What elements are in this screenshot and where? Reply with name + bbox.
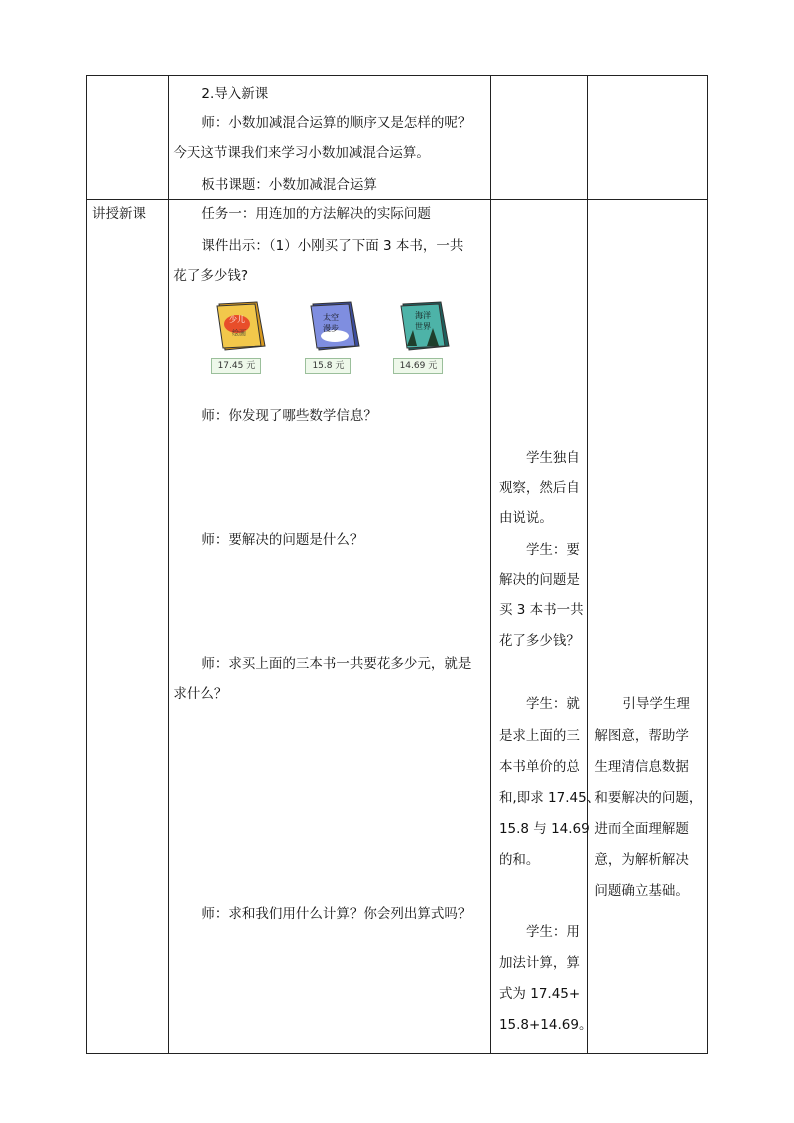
student-text: 学生：就 [525, 696, 580, 712]
teaching-cell [169, 200, 491, 1054]
student-text: 花了多少钱？ [498, 633, 580, 649]
student-text: 解决的问题是 [498, 572, 580, 588]
student-text: 本书单价的总 [498, 759, 580, 775]
student-text: 15.8+14.69。 [498, 1017, 593, 1033]
student-text: 观察，然后自 [498, 480, 580, 496]
intent-text: 问题确立基础。 [594, 883, 689, 899]
student-text: 是求上面的三 [498, 728, 580, 744]
book-2 [307, 300, 363, 358]
student-activity-cell [490, 200, 601, 1054]
student-text: 买 3 本书一共 [498, 602, 584, 618]
book-2-title-b: 漫步 [323, 324, 340, 333]
intent-text: 和要解决的问题， [594, 790, 703, 806]
book-3-title-b: 世界 [415, 322, 432, 331]
book-1 [213, 300, 269, 358]
intent-text: 解图意，帮助学 [594, 728, 689, 744]
section-cell-empty [87, 76, 169, 200]
teacher-question-3-cont: 求什么？ [173, 686, 228, 702]
teacher-question-3: 师：求买上面的三本书一共要花多少元，就是 [201, 656, 472, 672]
table-row [87, 200, 708, 1054]
intro-board-title: 板书课题：小数加减混合运算 [201, 177, 377, 193]
section-cell [87, 200, 169, 1054]
intro-cell [169, 76, 491, 200]
book-3-title-a: 海洋 [415, 311, 432, 320]
intent-text: 进而全面理解题 [594, 821, 689, 837]
table-row [87, 76, 708, 200]
teacher-question-2: 师：要解决的问题是什么？ [201, 532, 364, 548]
courseware-line-2: 花了多少钱? [173, 268, 249, 284]
intent-text: 意，为解析解决 [594, 852, 689, 868]
student-text: 和,即求 17.45、 [498, 790, 601, 806]
intent-text: 生理清信息数据 [594, 759, 689, 775]
book-illustration [213, 300, 473, 380]
courseware-line: 课件出示：（1）小刚买了下面 3 本书，一共 [201, 238, 464, 254]
task-title: 任务一：用连加的方法解决的实际问题 [201, 206, 431, 222]
book-1-icon [213, 300, 269, 354]
student-text: 学生独自 [525, 450, 580, 466]
intent-cell-empty [588, 76, 708, 200]
book-1-title-b: 绘画 [232, 329, 247, 337]
book-1-title-a: 少儿 [229, 315, 246, 324]
lesson-table [86, 75, 708, 1054]
book-3-price: 14.69 元 [393, 358, 443, 374]
book-2-title-a: 太空 [323, 313, 340, 322]
student-text: 式为 17.45+ [498, 986, 581, 1002]
intro-heading: 2.导入新课 [201, 86, 269, 102]
intro-statement: 今天这节课我们来学习小数加减混合运算。 [173, 145, 430, 161]
student-text: 加法计算，算 [498, 955, 580, 971]
student-text: 15.8 与 14.69 [498, 821, 590, 837]
book-2-price: 15.8 元 [305, 358, 351, 374]
book-2-icon [307, 300, 363, 354]
teacher-question-4: 师：求和我们用什么计算？你会列出算式吗？ [201, 906, 472, 922]
intro-question: 师：小数加减混合运算的顺序又是怎样的呢？ [201, 115, 472, 131]
intent-text: 引导学生理 [622, 696, 690, 712]
book-3 [397, 300, 453, 358]
student-text: 学生：要 [525, 542, 580, 558]
student-text: 学生：用 [525, 924, 580, 940]
student-text: 由说说。 [498, 510, 553, 526]
book-1-price: 17.45 元 [211, 358, 261, 374]
book-3-icon [397, 300, 453, 354]
design-intent-cell [588, 200, 708, 1054]
teacher-question-1: 师：你发现了哪些数学信息？ [201, 408, 377, 424]
section-label: 讲授新课 [92, 206, 146, 222]
student-text: 的和。 [498, 852, 540, 868]
student-cell-empty [490, 76, 587, 200]
